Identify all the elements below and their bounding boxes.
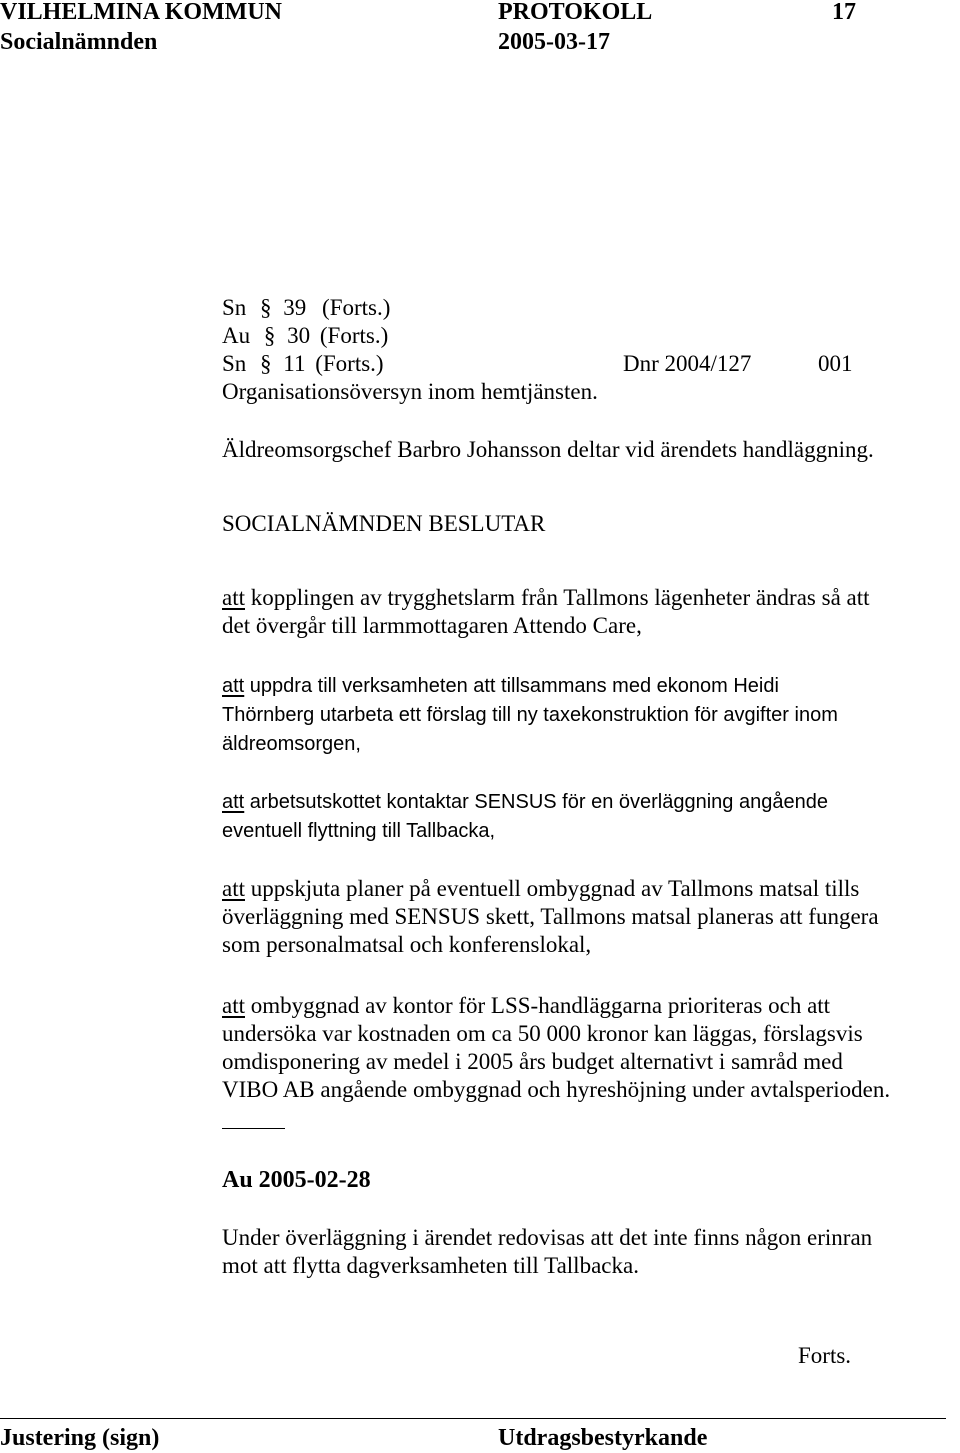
case-ref-au-label: Au [222, 323, 251, 348]
att-keyword: att [222, 876, 245, 901]
continued-label: Forts. [798, 1343, 852, 1368]
section-mark: § [260, 295, 272, 320]
decision-line: Thörnberg utarbeta ett förslag till ny taxekonstruktion för avgifter inom [222, 704, 838, 726]
participation-note: Äldreomsorgschef Barbro Johansson deltar vid ärendets handläggning. [222, 437, 874, 462]
decision-line: att ombyggnad av kontor för LSS-handläggarna prioriteras och att [222, 993, 831, 1018]
case-ref-sn2-number: 11 [283, 351, 306, 376]
header-date: 2005-03-17 [498, 29, 610, 55]
au-heading: Au 2005-02-28 [222, 1167, 371, 1193]
case-ref-au-number: 30 [287, 323, 311, 348]
footer-utdragsbestyrkande: Utdragsbestyrkande [498, 1425, 708, 1451]
case-ref-sn2 [222, 350, 384, 378]
header-committee: Socialnämnden [0, 29, 158, 55]
au-line: Under överläggning i ärendet redovisas att det inte finns någon erinran [222, 1225, 873, 1250]
case-subject: Organisationsöversyn inom hemtjänsten. [222, 379, 598, 404]
footer-rule [0, 1418, 946, 1419]
decision-line: det övergår till larmmottagaren Attendo Care, [222, 613, 642, 638]
au-body [222, 1224, 872, 1280]
footer-justering: Justering (sign) [0, 1425, 160, 1451]
case-ref-sn2-label: Sn [222, 351, 247, 376]
decision-line: eventuell flyttning till Tallbacka, [222, 820, 496, 842]
decision-line: att kopplingen av trygghetslarm från Tallmons lägenheter ändras så att [222, 585, 870, 610]
decision-item [222, 672, 838, 759]
att-keyword: att [222, 791, 245, 813]
att-keyword: att [222, 993, 245, 1018]
header-org: VILHELMINA KOMMUN [0, 0, 282, 25]
au-line: mot att flytta dagverksamheten till Tallbacka. [222, 1253, 639, 1278]
case-dnr-code: 001 [818, 351, 853, 376]
att-keyword: att [222, 585, 245, 610]
decision-line: överläggning med SENSUS skett, Tallmons matsal planeras att fungera [222, 904, 879, 929]
decision-heading: SOCIALNÄMNDEN BESLUTAR [222, 511, 546, 536]
decision-line: VIBO AB angående ombyggnad och hyreshöjning under avtalsperioden. [222, 1077, 891, 1102]
decision-item [222, 788, 828, 846]
decision-line: äldreomsorgen, [222, 733, 361, 755]
decision-line: undersöka var kostnaden om ca 50 000 kronor kan läggas, förslagsvis [222, 1021, 863, 1046]
case-dnr: Dnr 2004/127 [623, 351, 752, 376]
section-divider [222, 1128, 285, 1129]
header-doc-type: PROTOKOLL [498, 0, 653, 25]
decision-item [222, 584, 870, 640]
case-ref-au [222, 322, 388, 350]
section-mark: § [260, 351, 272, 376]
case-ref-au-note: (Forts.) [319, 323, 389, 348]
decision-line: att uppskjuta planer på eventuell ombyggnad av Tallmons matsal tills [222, 876, 860, 901]
section-mark: § [263, 323, 276, 348]
case-ref-sn [222, 294, 390, 322]
decision-item [222, 992, 890, 1104]
case-ref-sn-label: Sn [222, 295, 247, 320]
case-ref-sn-number: 39 [283, 295, 307, 320]
decision-item [222, 875, 879, 959]
att-keyword: att [222, 675, 245, 697]
case-ref-sn2-note: (Forts.) [315, 351, 384, 376]
decision-line: att uppdra till verksamheten att tillsammans med ekonom Heidi [222, 675, 779, 697]
header-page-number: 17 [832, 0, 856, 25]
decision-line: omdisponering av medel i 2005 års budget alternativt i samråd med [222, 1049, 843, 1074]
case-ref-sn-note: (Forts.) [322, 295, 391, 320]
decision-line: som personalmatsal och konferenslokal, [222, 932, 592, 957]
decision-line: att arbetsutskottet kontaktar SENSUS för en överläggning angående [222, 791, 828, 813]
